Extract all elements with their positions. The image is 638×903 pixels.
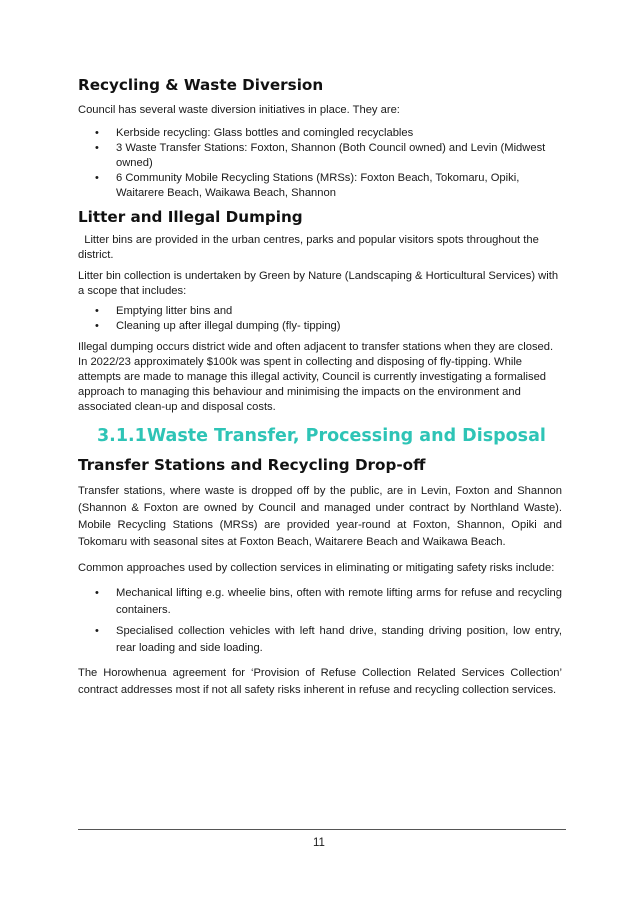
safety-list: [78, 585, 562, 657]
bullet-icon: •: [95, 587, 99, 599]
transfer-para-1: Transfer stations, where waste is dropped off by the public, are in Levin, Foxton and Shannon (Shannon & Foxton are owned by Council and managed under contract by Northland Waste). Mobile Recycling Stations (MRSs) are provided year-round at Foxton, Shannon, Opiki and Tokomaru with seasonal sites at Foxton Beach, Waitarere Beach and Waikawa Beach.: [78, 485, 562, 548]
recycling-list: [78, 126, 562, 201]
bullet-icon: •: [95, 142, 99, 154]
list-item: • Kerbside recycling: Glass bottles and comingled recyclables: [95, 127, 414, 139]
litter-list: [78, 304, 562, 334]
transfer-para-3: The Horowhenua agreement for ‘Provision of Refuse Collection Related Services Collection’ contract addresses most if not all safety risks inherent in refuse and recycling collection services.: [78, 667, 562, 696]
page-content: [78, 76, 562, 699]
footer-divider: [78, 829, 566, 830]
list-item: • Emptying litter bins and: [95, 305, 233, 317]
list-item: • Mechanical lifting e.g. wheelie bins, often with remote lifting arms for refuse and recycling containers.: [95, 587, 562, 616]
bullet-icon: •: [95, 172, 99, 184]
recycling-intro: Council has several waste diversion initiatives in place. They are:: [78, 104, 400, 116]
list-item: • Cleaning up after illegal dumping (fly- tipping): [95, 320, 341, 332]
litter-heading: Litter and Illegal Dumping: [78, 208, 303, 226]
transfer-para-2: Common approaches used by collection services in eliminating or mitigating safety risks include:: [78, 562, 555, 574]
page-number: 11: [313, 837, 325, 849]
bullet-icon: •: [95, 127, 99, 139]
bullet-icon: •: [95, 320, 99, 332]
transfer-stations-heading: Transfer Stations and Recycling Drop-off: [78, 456, 426, 474]
list-item: • Specialised collection vehicles with left hand drive, standing driving position, low entry, rear loading and side loading.: [95, 625, 562, 654]
list-item: • 6 Community Mobile Recycling Stations (MRSs): Foxton Beach, Tokomaru, Opiki, Waitarere Beach, Waikawa Beach, Shannon: [95, 172, 520, 199]
section-title: 3.1.1Waste Transfer, Processing and Disposal: [97, 426, 546, 446]
litter-para-1: Litter bins are provided in the urban centres, parks and popular visitors spots throughout the district.: [78, 234, 542, 261]
litter-para-3: Illegal dumping occurs district wide and often adjacent to transfer stations when they are closed. In 2022/23 approximately $100k was spent in collecting and disposing of fly-tipping. While attempts are made to manage this illegal activity, Council is currently investigating a formalised approach to managing this behaviour and minimising the impacts on the environment and associated clean-up and disposal costs.: [78, 341, 554, 413]
recycling-heading: Recycling & Waste Diversion: [78, 76, 324, 94]
bullet-icon: •: [95, 625, 99, 637]
bullet-icon: •: [95, 305, 99, 317]
litter-para-2: Litter bin collection is undertaken by Green by Nature (Landscaping & Horticultural Services) with a scope that includes:: [78, 270, 559, 297]
list-item: • 3 Waste Transfer Stations: Foxton, Shannon (Both Council owned) and Levin (Midwest owned): [95, 142, 546, 169]
